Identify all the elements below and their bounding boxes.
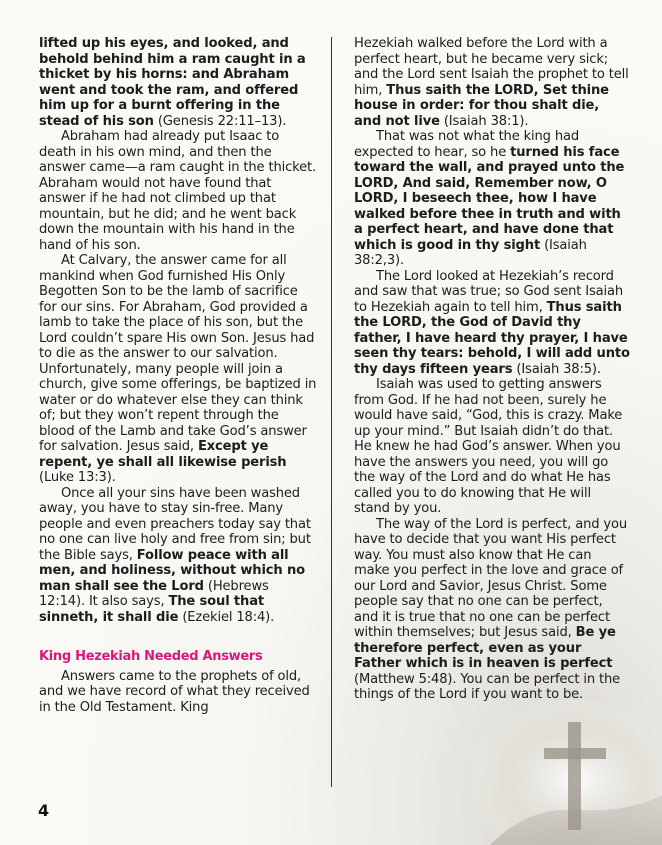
paragraph: Once all your sins have been washed away, you have to stay sin-free. Many people and even preachers today say that no one can live holy and free from sin; but the Bible says, Follow peace with all men, and holiness, without which no man shall see the Lord (Hebrews 12:14). It also says, The soul that sinneth, it shall die (Ezekiel 18:4). <box>39 485 311 625</box>
paragraph: The way of the Lord is perfect, and you have to decide that you want His perfect way. You must also know that He can make you perfect in the love and grace of our Lord and Savior, Jesus Christ. Some people say that no one can be perfect, and it is true that no one can be perfect within themselves; but Jesus said, Be ye therefore perfect, even as your Father which is in heaven is perfect (Matthew 5:48). You can be perfect in the things of the Lord if you want to be. <box>354 516 627 702</box>
cross-illustration <box>470 700 662 845</box>
paragraph: At Calvary, the answer came for all mankind when God furnished His Only Begotten Son to be the lamb of sacrifice for our sins. For Abraham, God provided a lamb to take the place of his son, but the Lord couldn’t spare His own Son. Jesus had to die as the answer to our salvation. Unfortunately, many people will join a church, give some offerings, be baptized in water or do whatever else they can think of; but they won’t repent through the blood of the Lamb and take God’s answer for salvation. Jesus said, Except ye repent, ye shall all likewise perish (Luke 13:3). <box>39 253 317 485</box>
paragraph: lifted up his eyes, and looked, and behold behind him a ram caught in a thicket by his horns: and Abraham went and took the ram, and offered him up for a burnt offering in the stead of his son (Genesis 22:11–13). <box>39 36 306 129</box>
paragraph: Abraham had already put Isaac to death in his own mind, and then the answer came—a ram caught in the thicket. Abraham would not have found that answer if he had not climbed up that mountain, but he did; and he went back down the mountain with his hand in the hand of his son. <box>39 129 317 253</box>
paragraph: Isaiah was used to getting answers from God. If he had not been, surely he would have said, “God, this is crazy. Make up your mind.” But Isaiah didn’t do that. He knew he had God’s answer. When you have the answers you need, you will go the way of the Lord and do what He has called you to do knowing that He will stand by you. <box>354 377 623 516</box>
paragraph: The Lord looked at Hezekiah’s record and saw that was true; so God sent Isaiah to Hezekiah again to tell him, Thus saith the LORD, the God of David thy father, I have heard thy prayer, I have seen thy tears: behold, I will add unto thy days fifteen years (Isaiah 38:5). <box>354 268 630 377</box>
left-column <box>39 36 317 715</box>
paragraph: That was not what the king had expected to hear, so he turned his face toward the wall, and prayed unto the LORD, And said, Remember now, O LORD, I beseech thee, how I have walked before thee in truth and with a perfect heart, and have done that which is good in thy sight (Isaiah 38:2,3). <box>354 129 625 268</box>
paragraph: Answers came to the prophets of old, and we have record of what they received in the Old Testament. King <box>39 668 310 715</box>
column-divider <box>331 37 332 787</box>
section-heading: King Hezekiah Needed Answers <box>39 649 263 664</box>
right-column <box>354 36 630 703</box>
paragraph: Hezekiah walked before the Lord with a perfect heart, but he became very sick; and the Lord sent Isaiah the prophet to tell him, Thus saith the LORD, Set thine house in order: for thou shalt die, and not live (Isaiah 38:1). <box>354 36 629 129</box>
page-number: 4 <box>38 801 50 820</box>
